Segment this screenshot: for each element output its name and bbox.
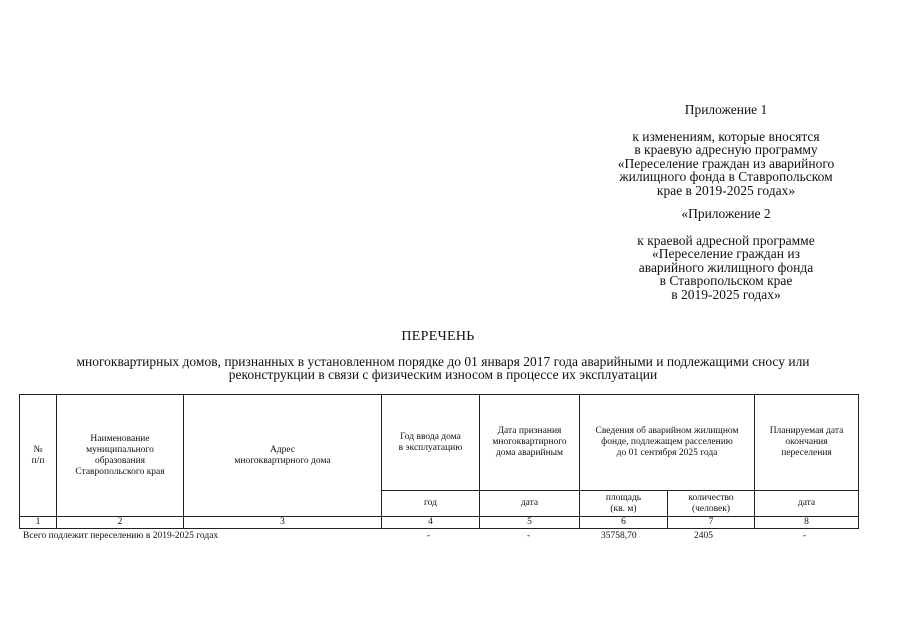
appendix-1-line: жилищного фонда в Ставропольском (619, 169, 833, 184)
subheader-planned-date: дата (755, 491, 859, 517)
appendix-2-line: «Переселение граждан из (652, 246, 800, 261)
subheader-date: дата (480, 491, 580, 517)
appendix-2-line: в 2019-2025 годах» (671, 286, 781, 302)
column-number: 1 (20, 517, 57, 529)
total-people: 2405 (694, 531, 713, 541)
subheader-count: количество (человек) (668, 491, 755, 517)
subheader-area: площадь (кв. м) (580, 491, 668, 517)
column-number: 6 (580, 517, 668, 529)
column-number: 2 (57, 517, 184, 529)
appendix-1-line: «Переселение граждан из аварийного (617, 155, 835, 171)
header-planned-date: Планируемая дата окончания переселения (755, 395, 859, 491)
document-subtitle (20, 355, 866, 381)
header-num: № п/п (20, 395, 57, 517)
total-label: Всего подлежит переселению в 2019-2025 годах (23, 531, 219, 541)
appendix-1-line: крае в 2019-2025 годах» (656, 182, 796, 198)
total-planned: - (803, 531, 807, 541)
header-fund-info: Сведения об аварийном жилищном фонде, подлежащем расселению до 01 сентября 2025 года (580, 395, 755, 491)
appendix-1-line: в краевую адресную программу (634, 142, 818, 157)
houses-table (19, 394, 859, 529)
header-municipality: Наименование муниципального образования Ставропольского края (57, 395, 184, 517)
total-area: 35758,70 (601, 531, 637, 541)
appendix-1-line: к изменениям, которые вносятся (632, 128, 820, 144)
subheader-year: год (382, 491, 480, 517)
column-number: 3 (184, 517, 382, 529)
column-number: 8 (755, 517, 859, 529)
appendix-2-line: к краевой адресной программе (637, 232, 815, 248)
total-date: - (527, 531, 531, 541)
subtitle-line: многоквартирных домов, признанных в установленном порядке до 01 января 2017 года аварийными и подлежащими сносу или (76, 354, 810, 369)
column-number: 7 (668, 517, 755, 529)
total-row (19, 531, 858, 545)
total-year: - (427, 531, 431, 541)
header-year: Год ввода дома в эксплуатацию (382, 395, 480, 491)
appendix-2-line: аварийного жилищного фонда (638, 259, 814, 275)
column-number: 5 (480, 517, 580, 529)
document-title: ПЕРЕЧЕНЬ (401, 329, 475, 344)
appendix-header (592, 103, 860, 301)
subtitle-line: реконструкции в связи с физическим износом в процессе их эксплуатации (228, 367, 658, 382)
header-recognition-date: Дата признания многоквартирного дома аварийным (480, 395, 580, 491)
appendix-2-title: «Приложение 2 (681, 206, 771, 221)
appendix-2-line: в Ставропольском крае (659, 273, 793, 288)
appendix-1-title: Приложение 1 (684, 102, 768, 117)
header-address: Адрес многоквартирного дома (184, 395, 382, 517)
column-number: 4 (382, 517, 480, 529)
